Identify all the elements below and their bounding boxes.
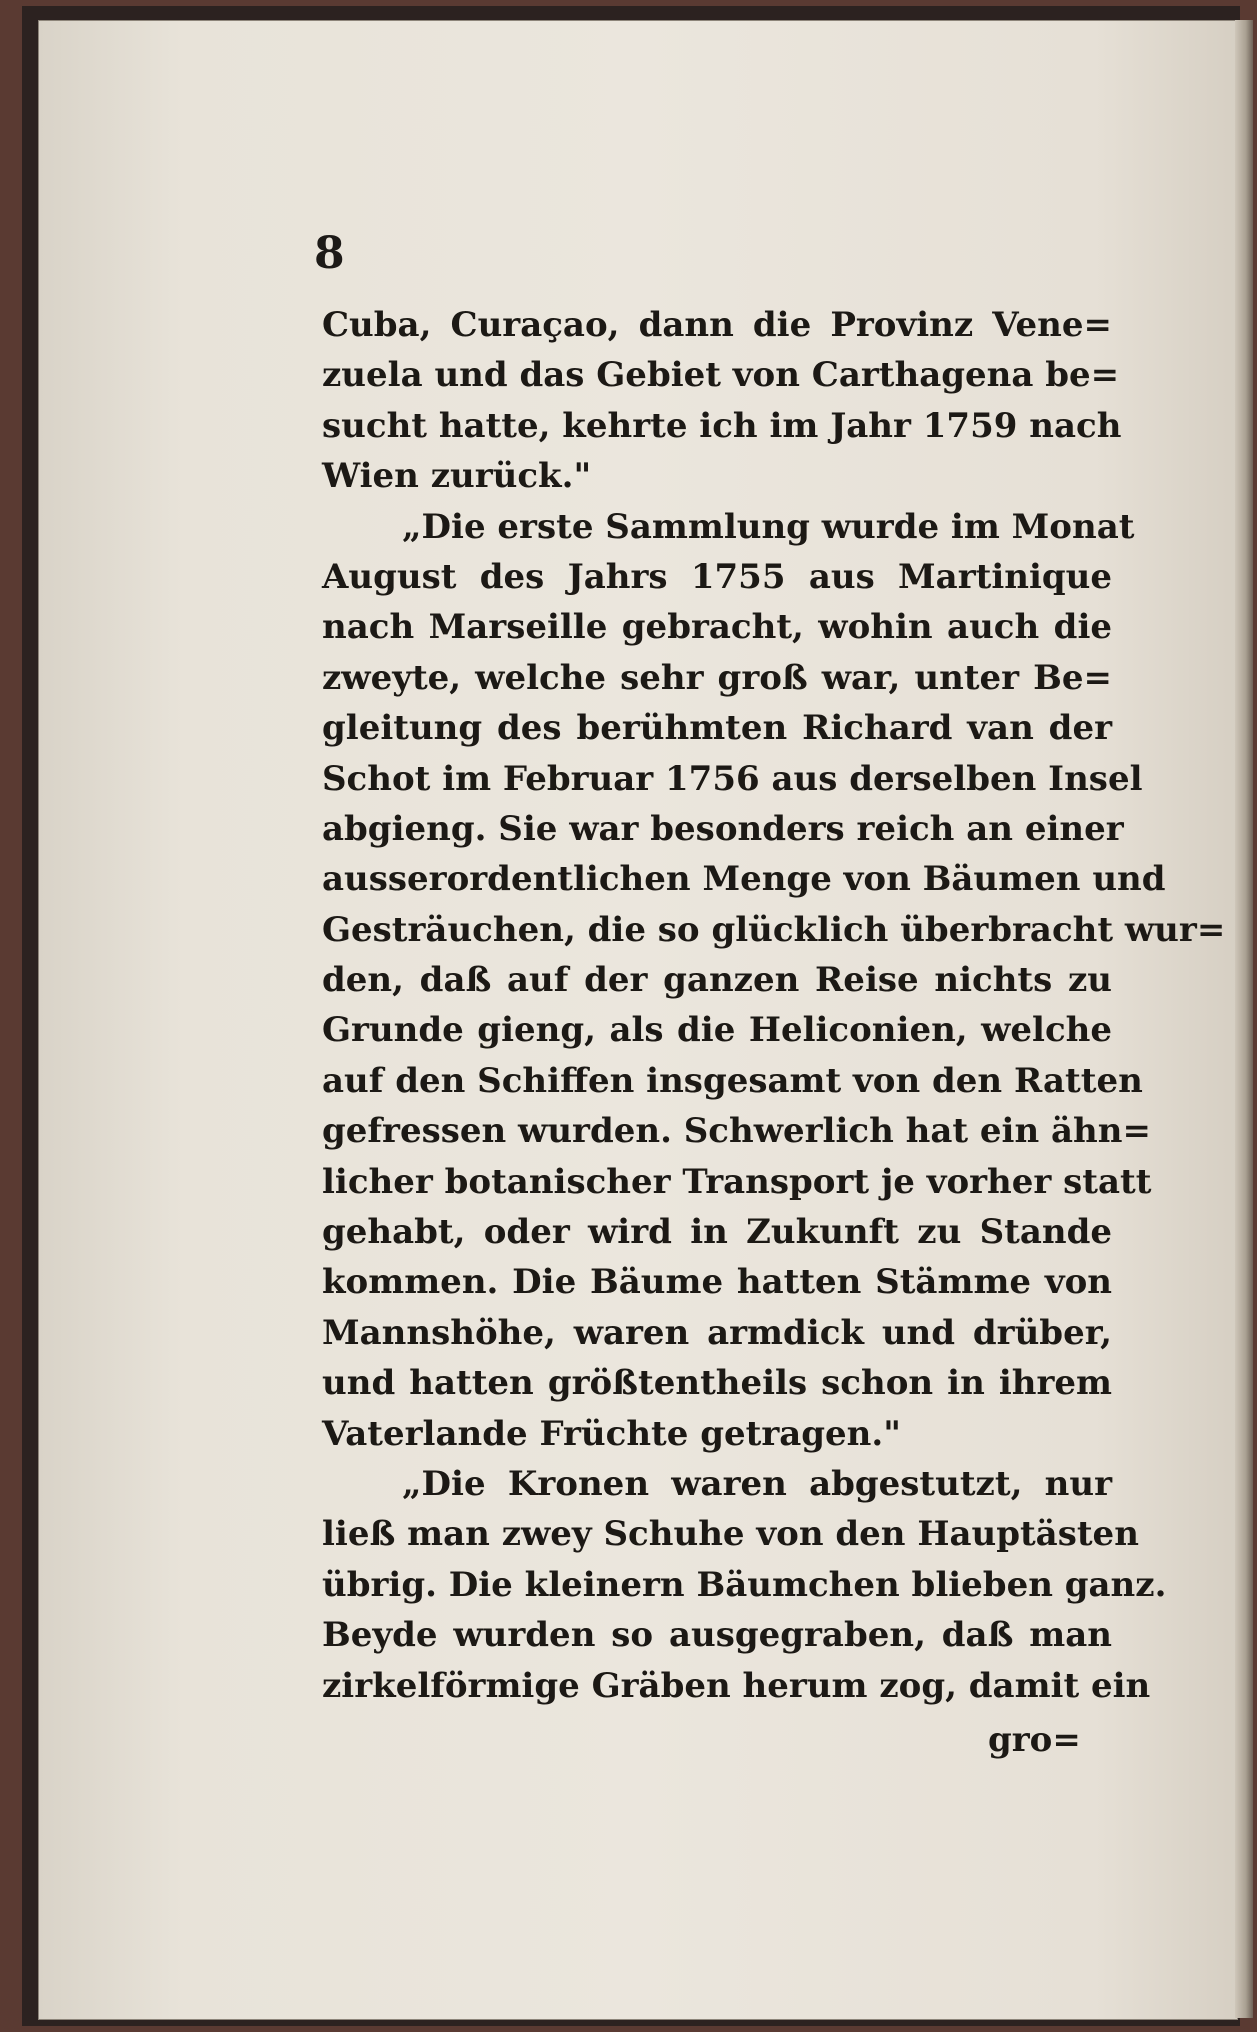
text-line: Gesträuchen, die so glücklich überbracht wur= xyxy=(322,909,1226,950)
text-line: „Die erste Sammlung wurde im Monat xyxy=(402,506,1135,547)
text-line: nach Marseille gebracht, wohin auch die xyxy=(322,607,1112,648)
text-line: zweyte, welche sehr groß war, unter Be= xyxy=(322,657,1112,698)
page-number: 8 xyxy=(314,228,345,279)
text-line: gleitung des berühmten Richard van der xyxy=(322,708,1112,749)
text-line: licher botanischer Transport je vorher statt xyxy=(322,1161,1152,1202)
text-line: Vaterlande Früchte getragen." xyxy=(322,1413,901,1454)
text-line: Mannshöhe, waren armdick und drüber, xyxy=(322,1312,1112,1353)
text-line: und hatten größtentheils schon in ihrem xyxy=(322,1363,1112,1404)
text-line: zirkelförmige Gräben herum zog, damit ein xyxy=(322,1665,1151,1706)
text-line: „Die Kronen waren abgestutzt, nur xyxy=(402,1463,1112,1504)
text-line: Grunde gieng, als die Heliconien, welche xyxy=(322,1010,1112,1051)
text-line: gehabt, oder wird in Zukunft zu Stande xyxy=(322,1212,1112,1253)
text-line: kommen. Die Bäume hatten Stämme von xyxy=(322,1262,1112,1303)
text-line: Wien zurück." xyxy=(322,456,592,497)
catchword: gro= xyxy=(988,1720,1081,1760)
text-line: auf den Schiffen insgesamt von den Ratten xyxy=(322,1060,1143,1101)
text-line: sucht hatte, kehrte ich im Jahr 1759 nach xyxy=(322,405,1122,446)
text-line: Cuba, Curaçao, dann die Provinz Vene= xyxy=(322,305,1112,345)
text-line: übrig. Die kleinern Bäumchen blieben ganz. xyxy=(322,1564,1167,1605)
text-line: August des Jahrs 1755 aus Martinique xyxy=(322,556,1112,597)
text-line: Beyde wurden so ausgegraben, daß man xyxy=(322,1615,1112,1656)
body-text xyxy=(322,300,1226,1711)
text-line: zuela und das Gebiet von Carthagena be= xyxy=(322,355,1120,396)
text-line: Schot im Februar 1756 aus derselben Insel xyxy=(322,758,1143,799)
text-line: ließ man zwey Schuhe von den Hauptästen xyxy=(322,1514,1139,1555)
text-line: gefressen wurden. Schwerlich hat ein ähn= xyxy=(322,1111,1151,1152)
page-edge xyxy=(1235,20,1253,2018)
text-line: ausserordentlichen Menge von Bäumen und xyxy=(322,859,1166,900)
text-line: abgieng. Sie war besonders reich an einer xyxy=(322,808,1124,849)
text-line: den, daß auf der ganzen Reise nichts zu xyxy=(322,960,1112,1001)
